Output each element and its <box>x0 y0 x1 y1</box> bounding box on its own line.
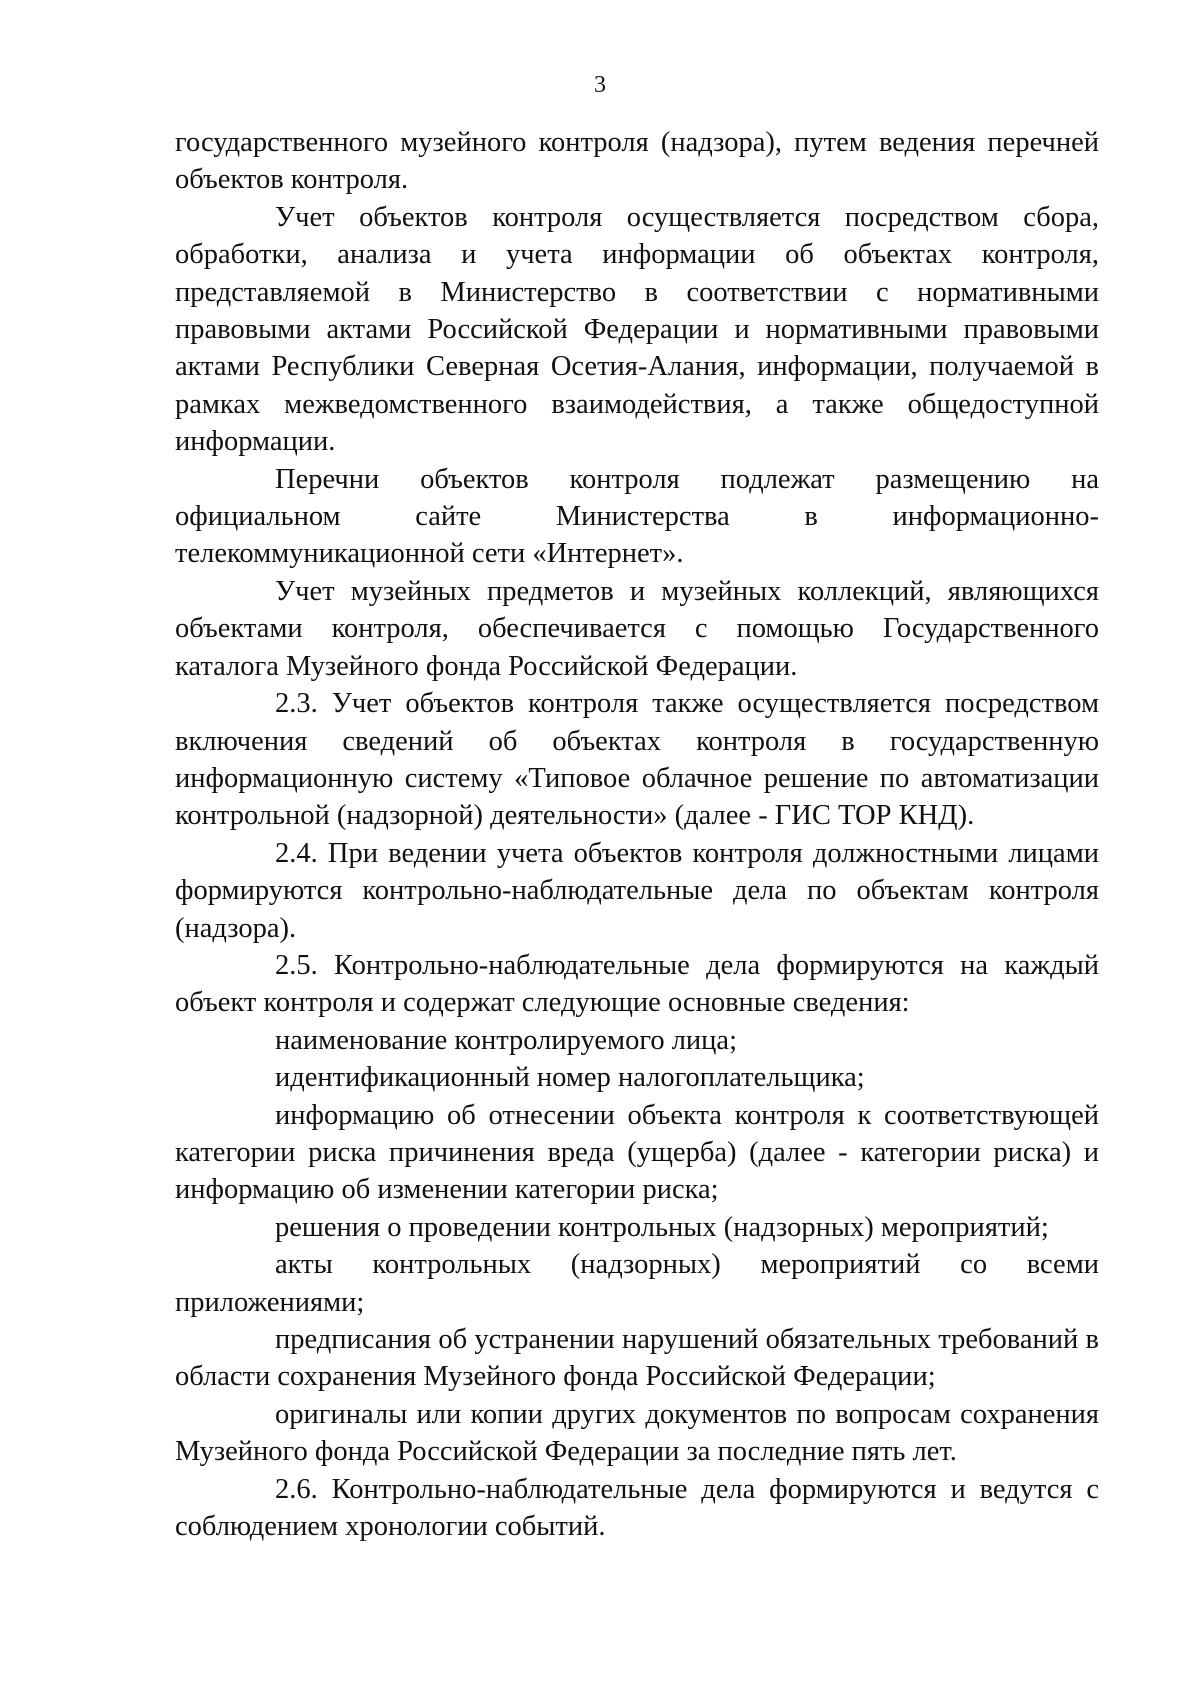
paragraph-2-5: 2.5. Контрольно-наблюдательные дела формируются на каждый объект контроля и содержат следующие основные сведения: <box>175 949 1099 1019</box>
paragraph-2-6: 2.6. Контрольно-наблюдательные дела формируются и ведутся с соблюдением хронологии событий. <box>175 1473 1099 1543</box>
document-body <box>175 124 1099 1545</box>
list-item-other-documents: оригиналы или копии других документов по вопросам сохранения Музейного фонда Российской Федерации за последние пять лет. <box>175 1398 1099 1468</box>
list-item-risk-category-info: информацию об отнесении объекта контроля к соответствующей категории риска причинения вреда (ущерба) (далее - категории риска) и информацию об изменении категории риска; <box>175 1099 1099 1206</box>
paragraph-continuation: государственного музейного контроля (надзора), путем ведения перечней объектов контроля. <box>175 127 1099 196</box>
paragraph-2-3: 2.3. Учет объектов контроля также осуществляется посредством включения сведений об объектах контроля в государственную информационную систему «Типовое облачное решение по автоматизации контрольной (надзорной) деятельности» (далее - ГИС ТОР КНД). <box>175 688 1099 832</box>
paragraph-museum-items-catalog: Учет музейных предметов и музейных коллекций, являющихся объектами контроля, обеспечивается с помощью Государственного каталога Музейного фонда Российской Федерации. <box>175 575 1099 682</box>
paragraph-control-objects-accounting: Учет объектов контроля осуществляется посредством сбора, обработки, анализа и учета информации об объектах контроля, представляемой в Министерство в соответствии с нормативными правовыми актами Российской Федерации и нормативными правовыми актами Республики Северная Осетия-Алания, информации, получаемой в рамках межведомственного взаимодействия, а также общедоступной информации. <box>175 201 1099 458</box>
list-item-taxpayer-id: идентификационный номер налогоплательщика; <box>275 1062 865 1094</box>
list-item-control-decisions: решения о проведении контрольных (надзорных) мероприятий; <box>275 1211 1049 1243</box>
list-item-violation-orders: предписания об устранении нарушений обязательных требований в области сохранения Музейного фонда Российской Федерации; <box>175 1324 1099 1393</box>
list-item-controlled-person-name: наименование контролируемого лица; <box>275 1024 737 1056</box>
list-item-control-acts: акты контрольных (надзорных) мероприятий со всеми приложениями; <box>175 1249 1099 1318</box>
page-number: 3 <box>594 72 606 98</box>
paragraph-2-4: 2.4. При ведении учета объектов контроля должностными лицами формируются контрольно-наблюдательные дела по объектам контроля (надзора). <box>175 837 1099 944</box>
paragraph-object-lists-publication: Перечни объектов контроля подлежат размещению на официальном сайте Министерства в информационно-телекоммуникационной сети «Интернет». <box>175 463 1099 570</box>
